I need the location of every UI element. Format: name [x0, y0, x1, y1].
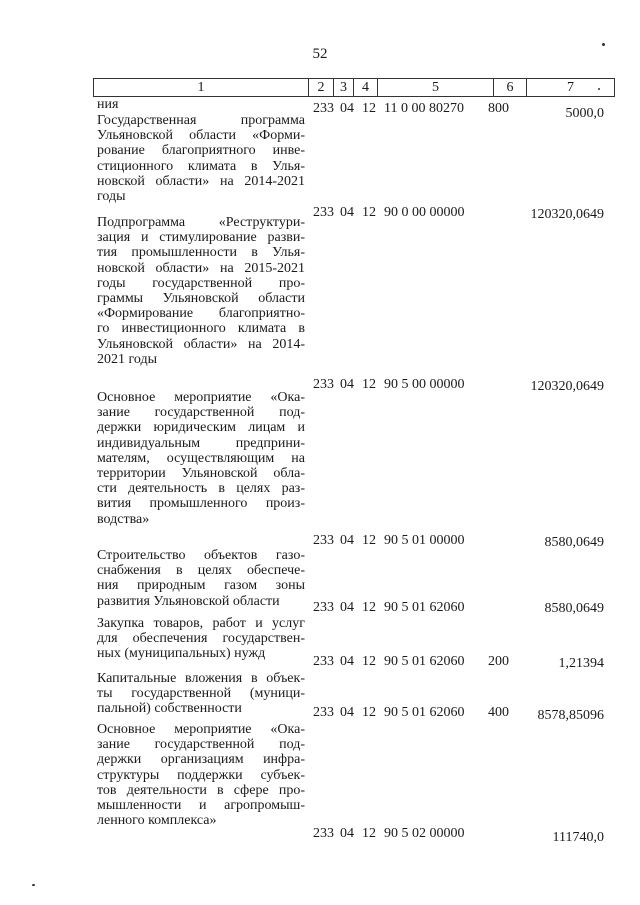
code-target: 90 5 01 62060: [384, 705, 465, 720]
description-line: Государственная программа: [97, 113, 305, 128]
table-header: [93, 78, 615, 97]
code-section: 04: [340, 705, 354, 720]
row-codes: [313, 533, 518, 548]
description-line: снабжения в целях обеспече-: [97, 563, 305, 579]
row-codes: [313, 654, 518, 669]
description-line: новской области» на 2014-2021: [97, 173, 305, 189]
description-line: развития Ульяновской области: [97, 593, 280, 609]
code-subsection: 12: [362, 654, 376, 669]
row-codes: [313, 377, 518, 392]
code-section: 04: [340, 101, 354, 116]
description-line: сти деятельность в целях раз-: [97, 481, 305, 497]
row-description: [97, 616, 305, 662]
description-line: зация и стимулирование разви-: [97, 230, 305, 246]
column-header: 1: [197, 79, 205, 95]
row-amount: 8580,0649: [544, 535, 604, 550]
description-line: ты государственной (муници-: [97, 686, 305, 702]
description-line: годы: [97, 189, 126, 205]
description-line: индивидуальным предприни-: [97, 435, 305, 451]
description-line: тия промышленности в Улья-: [97, 245, 305, 261]
code-target: 90 5 01 00000: [384, 533, 465, 548]
description-line: Строительство объектов газо-: [97, 548, 305, 563]
description-line: водства»: [97, 511, 150, 527]
code-target: 90 5 01 62060: [384, 654, 465, 669]
description-line: стиционного климата в Улья-: [97, 158, 305, 174]
code-kind: 800: [488, 101, 509, 116]
description-line: мышленности и агропромыш-: [97, 798, 305, 814]
row-description: [97, 97, 305, 112]
code-section: 04: [340, 205, 354, 220]
row-amount: 8578,85096: [537, 708, 604, 723]
code-subsection: 12: [362, 533, 376, 548]
row-amount: 120320,0649: [530, 207, 604, 222]
description-line: тов деятельности в сфере про-: [97, 782, 305, 798]
row-amount: 111740,0: [552, 830, 604, 845]
description-line: зание государственной под-: [97, 737, 305, 753]
description-line: Основное мероприятие «Ока-: [97, 722, 305, 737]
row-description: [97, 722, 305, 828]
row-amount: 120320,0649: [530, 379, 604, 394]
code-section: 04: [340, 600, 354, 615]
scan-speck: [32, 884, 35, 886]
code-gr: 233: [313, 826, 334, 841]
description-line: Ульяновской области» на 2014-: [97, 336, 305, 352]
code-subsection: 12: [362, 705, 376, 720]
column-header: 2: [308, 79, 333, 96]
code-target: 90 5 02 00000: [384, 826, 465, 841]
code-gr: 233: [313, 600, 334, 615]
row-description: [97, 113, 305, 204]
description-line: для обеспечения государствен-: [97, 631, 305, 647]
column-header: 7: [526, 79, 614, 96]
description-line: годы государственной про-: [97, 275, 305, 291]
description-line: граммы Ульяновской области: [97, 291, 305, 307]
row-codes: [313, 101, 518, 116]
code-subsection: 12: [362, 826, 376, 841]
description-line: Основное мероприятие «Ока-: [97, 390, 305, 405]
description-line: Закупка товаров, работ и услуг: [97, 616, 305, 631]
code-section: 04: [340, 826, 354, 841]
code-target: 90 0 00 00000: [384, 205, 465, 220]
description-line: зание государственной под-: [97, 405, 305, 421]
description-line: территории Ульяновской обла-: [97, 466, 305, 482]
description-line: Ульяновской области «Форми-: [97, 128, 305, 144]
row-description: [97, 671, 305, 717]
code-target: 11 0 00 80270: [384, 101, 464, 116]
row-amount: 5000,0: [565, 106, 604, 121]
description-line: 2021 годы: [97, 351, 158, 367]
row-codes: [313, 600, 518, 615]
description-line: структуры поддержки субъек-: [97, 767, 305, 783]
description-line: рование благоприятного инве-: [97, 143, 305, 159]
description-line: го инвестиционного климата в: [97, 321, 305, 337]
column-header: 3: [333, 79, 353, 96]
description-line: «Формирование благоприятно-: [97, 306, 305, 322]
code-subsection: 12: [362, 600, 376, 615]
code-gr: 233: [313, 654, 334, 669]
code-gr: 233: [313, 705, 334, 720]
code-target: 90 5 00 00000: [384, 377, 465, 392]
code-section: 04: [340, 533, 354, 548]
description-line: ния: [97, 97, 119, 112]
code-subsection: 12: [362, 101, 376, 116]
description-line: мателям, осуществляющим на: [97, 450, 305, 466]
description-line: ленного комплекса»: [97, 813, 217, 829]
row-description: [97, 215, 305, 367]
page-number: 52: [312, 46, 328, 62]
scan-speck: [602, 43, 605, 46]
row-codes: [313, 826, 518, 841]
code-kind: 400: [488, 705, 509, 720]
row-description: [97, 390, 305, 527]
column-header: 6: [493, 79, 526, 96]
row-description: [97, 548, 305, 609]
description-line: держки организациям инфра-: [97, 752, 305, 768]
description-line: Капитальные вложения в объек-: [97, 671, 305, 686]
description-line: вития промышленного произ-: [97, 496, 305, 512]
code-subsection: 12: [362, 205, 376, 220]
row-codes: [313, 205, 518, 220]
description-line: ных (муниципальных) нужд: [97, 646, 266, 662]
description-line: пальной) собственности: [97, 701, 242, 717]
row-codes: [313, 705, 518, 720]
code-section: 04: [340, 654, 354, 669]
code-gr: 233: [313, 101, 334, 116]
code-section: 04: [340, 377, 354, 392]
code-subsection: 12: [362, 377, 376, 392]
row-amount: 8580,0649: [544, 601, 604, 616]
description-line: новской области» на 2015-2021: [97, 260, 305, 276]
code-target: 90 5 01 62060: [384, 600, 465, 615]
code-gr: 233: [313, 205, 334, 220]
column-header: 4: [353, 79, 377, 96]
row-amount: 1,21394: [558, 656, 604, 671]
description-line: Подпрограмма «Реструктури-: [97, 215, 305, 230]
description-line: держки юридическим лицам и: [97, 420, 305, 436]
code-gr: 233: [313, 533, 334, 548]
description-line: ния природным газом зоны: [97, 578, 305, 594]
column-header: 5: [377, 79, 493, 96]
code-gr: 233: [313, 377, 334, 392]
code-kind: 200: [488, 654, 509, 669]
